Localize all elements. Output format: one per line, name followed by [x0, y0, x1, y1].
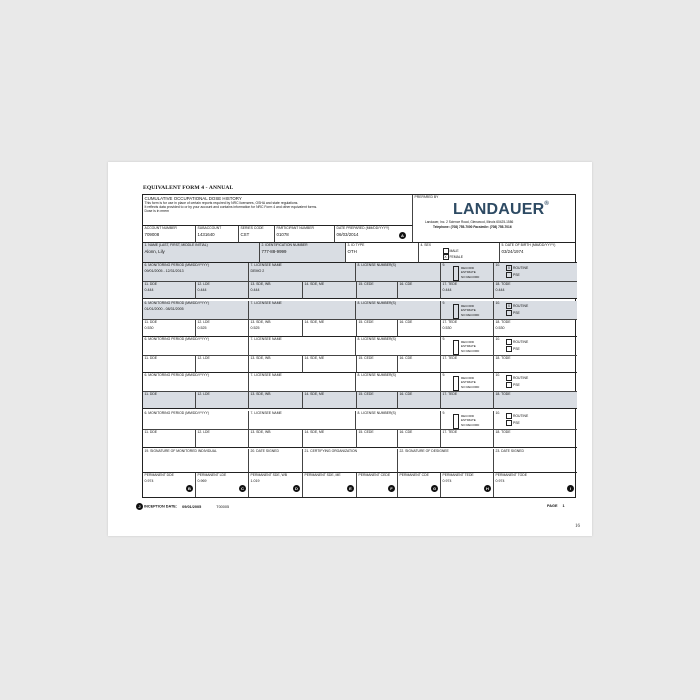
cede-header: 15. CEDE	[358, 430, 374, 434]
form-code: T00005	[216, 504, 230, 509]
sdeme-header: 14. SDE, ME	[304, 320, 325, 324]
dose-ldd-3	[143, 356, 196, 373]
dose-cdde-3	[398, 356, 441, 373]
lde-header: 12. LDE	[197, 430, 210, 434]
sdewb-header: 13. SDE, WB	[250, 320, 271, 324]
marker-a: A	[399, 232, 406, 239]
dose-todde-1	[494, 282, 577, 299]
dose-lde-4	[196, 392, 249, 409]
idtype-header: 3. ID TYPE	[347, 243, 365, 247]
cede-header: 15. CEDE	[358, 320, 374, 324]
permanent-value: 0.974	[495, 479, 505, 484]
dose-cede-4	[357, 392, 398, 409]
routine-option	[506, 265, 528, 272]
record-type-3	[441, 337, 494, 356]
header-line: It reflects data provided to or by your account and contains information for NRC Form 4 and other equivalent forms.	[144, 205, 318, 210]
dose-tede-3	[441, 356, 494, 373]
licensee-header: 7. LICENSEE NAME	[250, 301, 282, 305]
pse-checkbox	[506, 272, 512, 278]
routine-label: ROUTINE	[512, 304, 529, 308]
name-header: 1. NAME (LAST, FIRST, MIDDLE INITIAL)	[144, 243, 208, 247]
licensee-header: 7. LICENSEE NAME	[250, 337, 282, 341]
record-checkbox-stack	[453, 304, 459, 319]
record-options	[461, 340, 479, 353]
licensee-name-2	[249, 301, 356, 320]
record-type-1	[441, 263, 494, 282]
tede-value: 0.530	[442, 326, 452, 331]
estimate-label: ESTIMATE	[461, 380, 476, 385]
inception-value: 09/01/2005	[182, 504, 202, 509]
name-value: Alonn, Lily	[144, 249, 165, 255]
dose-sdeme-3	[303, 356, 357, 373]
period-header: 6. MONITORING PERIOD (MM/DD/YYYY)	[144, 373, 209, 377]
account-field-account	[143, 226, 196, 243]
s19-label: 19. SIGNATURE OF MONITORED INDIVIDUAL	[144, 449, 217, 453]
permanent-header: PERMANENT TODE	[495, 473, 527, 477]
license-number-1	[356, 263, 441, 282]
monitoring-period-4	[143, 373, 249, 392]
routine-checkbox	[506, 413, 512, 419]
todde-header: 18. TODE	[495, 392, 511, 396]
dose-cede-3	[357, 356, 398, 373]
license-header: 8. LICENSE NUMBER(S)	[357, 373, 396, 377]
page-indicator	[547, 504, 565, 508]
todde-header: 18. TODE	[495, 430, 511, 434]
period-header: 6. MONITORING PERIOD (MM/DD/YYYY)	[144, 411, 209, 415]
licensee-name-1	[249, 263, 356, 282]
no-record-label: NO RECORD	[461, 348, 480, 353]
date-value: 06/03/2014	[336, 232, 359, 238]
record-label: RECORD	[461, 376, 475, 380]
routine-label: ROUTINE	[512, 266, 529, 270]
sub-value: 1431640	[197, 232, 215, 238]
permanent-header: PERMANENT TEDE	[442, 473, 474, 477]
pse-label: PSE	[512, 311, 520, 315]
routine-option	[506, 303, 528, 310]
licensee-name-3	[249, 337, 356, 356]
person-field-sex	[419, 243, 500, 263]
dose-ldd-2	[143, 320, 196, 337]
dose-sdeme-4	[303, 392, 357, 409]
account-field-series	[239, 226, 275, 243]
licensee-value: DEMO 2	[250, 269, 265, 274]
record-type-5	[441, 411, 494, 430]
license-header: 8. LICENSE NUMBER(S)	[357, 301, 396, 305]
cede-header: 15. CEDE	[358, 392, 374, 396]
dob-value: 03/24/1974	[501, 249, 524, 255]
sdeme-header: 14. SDE, ME	[304, 430, 325, 434]
person-field-idtype	[346, 243, 419, 263]
sdewb-value: 0.525	[250, 326, 260, 331]
s22-label: 22. SIGNATURE OF DESIGNEE	[399, 449, 449, 453]
routine-options	[506, 413, 528, 427]
monitoring-type-2	[494, 301, 577, 320]
dose-cdde-4	[398, 392, 441, 409]
record-label: RECORD	[461, 266, 475, 270]
no-record-label: NO RECORD	[461, 312, 480, 317]
monitoring-type-3	[494, 337, 577, 356]
period-value: 09/01/2005 - 12/31/2013	[144, 269, 184, 274]
n10-label: 10.	[495, 411, 501, 415]
lde-header: 12. LDE	[197, 392, 210, 396]
marker-f: F	[388, 485, 395, 492]
account-value: 709008	[144, 232, 160, 238]
record-checkbox-stack	[453, 414, 459, 429]
signature-s21	[303, 449, 398, 473]
dose-lde-1	[196, 282, 249, 299]
record-options	[461, 414, 479, 427]
todde-value: 0.530	[495, 326, 505, 331]
permanent-header: PERMANENT CDE	[399, 473, 429, 477]
landauer-logo	[453, 201, 549, 219]
lde-header: 12. LDE	[197, 320, 210, 324]
n10-label: 10.	[495, 337, 501, 341]
ldd-header: 11. DDE	[144, 320, 158, 324]
monitoring-period-1	[143, 263, 249, 282]
dose-ldd-1	[143, 282, 196, 299]
record-checkbox-stack	[453, 266, 459, 281]
header-line: Dose is in mrem	[144, 209, 169, 214]
cede-header: 15. CEDE	[358, 282, 374, 286]
n9-label: 9.	[442, 301, 446, 305]
estimate-label: ESTIMATE	[461, 344, 476, 349]
no-record-label: NO RECORD	[461, 422, 480, 427]
sdewb-header: 13. SDE, WB	[250, 430, 271, 434]
no-record-label: NO RECORD	[461, 384, 480, 389]
tede-header: 17. TEDE	[442, 356, 458, 360]
estimate-label: ESTIMATE	[461, 418, 476, 423]
monitoring-period-2	[143, 301, 249, 320]
dose-sdewb-1	[249, 282, 303, 299]
dose-tede-5	[441, 430, 494, 448]
n9-label: 9.	[442, 373, 446, 377]
permanent-value: 0.974	[144, 479, 154, 484]
account-field-part	[275, 226, 335, 243]
dose-lde-3	[196, 356, 249, 373]
dob-header: 5. DATE OF BIRTH (MM/DD/YYYY)	[501, 243, 556, 247]
n10-label: 10.	[495, 373, 501, 377]
todde-value: 0.444	[495, 288, 505, 293]
person-field-dob	[500, 243, 577, 263]
ldd-value: 0.444	[144, 288, 154, 293]
routine-checkbox: X	[507, 304, 511, 309]
tede-header: 17. TEDE	[442, 320, 458, 324]
account-header: ACCOUNT NUMBER	[144, 226, 177, 230]
sdeme-header: 14. SDE, ME	[304, 356, 325, 360]
record-options	[461, 376, 479, 389]
license-header: 8. LICENSE NUMBER(S)	[357, 411, 396, 415]
pse-option	[506, 420, 528, 427]
inception-label: INCEPTION DATE:	[144, 504, 178, 509]
id-header: 2. IDENTIFICATION NUMBER	[261, 243, 308, 247]
dose-cede-5	[357, 430, 398, 448]
tede-value: 0.444	[442, 288, 452, 293]
marker-d: D	[293, 485, 300, 492]
company-phone: Telephone: (708) 755-7000 Facsimile: (708) 755-7016	[433, 225, 512, 229]
estimate-label: ESTIMATE	[461, 308, 476, 313]
female-label: FEMALE	[449, 254, 464, 259]
prepared-by-box	[413, 195, 576, 243]
dose-todde-4	[494, 392, 577, 409]
dose-tede-4	[441, 392, 494, 409]
dose-history-form	[142, 194, 576, 498]
permanent-header: PERMANENT SDE, ME	[304, 473, 341, 477]
dose-sdewb-3	[249, 356, 303, 373]
cdde-header: 16. CDE	[399, 392, 413, 396]
routine-options	[506, 303, 528, 317]
license-number-4	[356, 373, 441, 392]
pse-checkbox	[506, 420, 512, 426]
dose-todde-3	[494, 356, 577, 373]
dose-sdeme-5	[303, 430, 357, 448]
person-field-name	[143, 243, 260, 263]
marker-e: E	[347, 485, 354, 492]
pse-label: PSE	[512, 383, 520, 387]
permanent-header: PERMANENT LDE	[197, 473, 227, 477]
marker-i: I	[567, 485, 574, 492]
pse-label: PSE	[512, 421, 520, 425]
pse-option	[506, 382, 528, 389]
form-header	[143, 195, 413, 226]
document-page-number: 16	[575, 524, 580, 529]
monitoring-type-1	[494, 263, 577, 282]
part-header: PARTICIPANT NUMBER	[276, 226, 314, 230]
inception-line	[136, 503, 229, 510]
record-checkbox-stack	[453, 340, 459, 355]
dose-sdeme-1	[303, 282, 357, 299]
sub-header: SUBACCOUNT	[197, 226, 222, 230]
licensee-header: 7. LICENSEE NAME	[250, 411, 282, 415]
record-checkbox-stack	[453, 376, 459, 391]
record-options	[461, 304, 479, 317]
dose-ldd-4	[143, 392, 196, 409]
id-value: 777-88-9999	[261, 249, 287, 255]
sdeme-header: 14. SDE, ME	[304, 392, 325, 396]
monitoring-type-5	[494, 411, 577, 430]
s21-label: 21. CERTIFYING ORGANIZATION	[304, 449, 358, 453]
sex-header: 4. SEX	[420, 243, 432, 247]
permanent-value: 1.019	[250, 479, 260, 484]
male-label: MALE	[449, 248, 459, 253]
pse-label: PSE	[512, 273, 520, 277]
routine-label: ROUTINE	[512, 340, 529, 344]
s23-label: 23. DATE SIGNED	[495, 449, 524, 453]
signature-s19	[143, 449, 249, 473]
logo-text: LANDAUER	[453, 201, 545, 218]
permanent-header: PERMANENT CEDE	[358, 473, 391, 477]
lde-header: 12. LDE	[197, 356, 210, 360]
routine-option	[506, 339, 528, 346]
permanent-header: PERMANENT SDE, WB	[250, 473, 287, 477]
routine-checkbox: X	[507, 266, 511, 271]
routine-option	[506, 375, 528, 382]
monitoring-type-4	[494, 373, 577, 392]
routine-options	[506, 339, 528, 353]
monitoring-period-5	[143, 411, 249, 430]
marker-c: C	[239, 485, 246, 492]
marker-b: B	[186, 485, 193, 492]
routine-options	[506, 265, 528, 279]
dose-lde-5	[196, 430, 249, 448]
license-number-5	[356, 411, 441, 430]
routine-options	[506, 375, 528, 389]
sex-female-option	[443, 254, 498, 260]
dose-tede-2	[441, 320, 494, 337]
record-options	[461, 266, 479, 279]
pse-checkbox	[506, 382, 512, 388]
prepared-by-label: PREPARED BY	[414, 195, 439, 199]
period-value: 01/01/2000 - 08/31/2005	[144, 307, 184, 312]
cede-header: 15. CEDE	[358, 356, 374, 360]
part-value: 01078	[276, 232, 289, 238]
routine-label: ROUTINE	[512, 376, 529, 380]
header-line: This form is for use in place of certain reports required by NRC licensees, OSHA and state regulations.	[144, 201, 299, 206]
n10-label: 10.	[495, 301, 501, 305]
routine-checkbox	[506, 375, 512, 381]
person-field-id	[260, 243, 346, 263]
ldd-header: 11. DDE	[144, 392, 158, 396]
n10-label: 10.	[495, 263, 501, 267]
tede-header: 17. TEDE	[442, 282, 458, 286]
ldd-header: 11. DDE	[144, 282, 158, 286]
todde-header: 18. TODE	[495, 320, 511, 324]
monitoring-period-3	[143, 337, 249, 356]
dose-ldd-5	[143, 430, 196, 448]
dose-lde-2	[196, 320, 249, 337]
pse-label: PSE	[512, 347, 520, 351]
record-label: RECORD	[461, 304, 475, 308]
record-type-2	[441, 301, 494, 320]
header-line: CUMULATIVE OCCUPATIONAL DOSE HISTORY	[144, 196, 242, 201]
licensee-header: 7. LICENSEE NAME	[250, 373, 282, 377]
period-header: 6. MONITORING PERIOD (MM/DD/YYYY)	[144, 301, 209, 305]
period-header: 6. MONITORING PERIOD (MM/DD/YYYY)	[144, 263, 209, 267]
dose-sdewb-5	[249, 430, 303, 448]
signature-s20	[249, 449, 303, 473]
marker-j: J	[136, 503, 143, 510]
signature-s22	[398, 449, 494, 473]
permanent-dose-8	[494, 473, 577, 497]
cdde-header: 16. CDE	[399, 320, 413, 324]
pse-option	[506, 346, 528, 353]
ldd-header: 11. DDE	[144, 356, 158, 360]
marker-h: H	[484, 485, 491, 492]
tede-header: 17. TEDE	[442, 392, 458, 396]
routine-checkbox	[506, 339, 512, 345]
dose-cede-2	[357, 320, 398, 337]
dose-tede-1	[441, 282, 494, 299]
cdde-header: 16. CDE	[399, 430, 413, 434]
record-label: RECORD	[461, 340, 475, 344]
license-number-2	[356, 301, 441, 320]
license-header: 8. LICENSE NUMBER(S)	[357, 337, 396, 341]
sdewb-header: 13. SDE, WB	[250, 392, 271, 396]
permanent-value: 0.969	[197, 479, 207, 484]
record-type-4	[441, 373, 494, 392]
pse-checkbox	[506, 310, 512, 316]
page-value: 1	[562, 504, 565, 508]
dose-todde-5	[494, 430, 577, 448]
lde-header: 12. LDE	[197, 282, 210, 286]
permanent-value: 0.974	[442, 479, 452, 484]
signature-s23	[494, 449, 577, 473]
dose-sdewb-4	[249, 392, 303, 409]
permanent-header: PERMANENT DDE	[144, 473, 174, 477]
sdewb-header: 13. SDE, WB	[250, 356, 271, 360]
tede-header: 17. TEDE	[442, 430, 458, 434]
s20-label: 20. DATE SIGNED	[250, 449, 279, 453]
dose-cede-1	[357, 282, 398, 299]
no-record-label: NO RECORD	[461, 274, 480, 279]
ldd-value: 0.530	[144, 326, 154, 331]
period-header: 6. MONITORING PERIOD (MM/DD/YYYY)	[144, 337, 209, 341]
sex-options	[443, 248, 498, 260]
dose-cdde-2	[398, 320, 441, 337]
idtype-value: OTH	[347, 249, 357, 255]
date-header: DATE PREPARED (MM/DD/YYYY)	[336, 226, 390, 230]
cdde-header: 16. CDE	[399, 282, 413, 286]
lde-value: 0.525	[197, 326, 207, 331]
routine-label: ROUTINE	[512, 414, 529, 418]
sdewb-value: 0.444	[250, 288, 260, 293]
registered-mark: ®	[544, 201, 549, 207]
marker-g: G	[432, 486, 437, 491]
dose-todde-2	[494, 320, 577, 337]
license-header: 8. LICENSE NUMBER(S)	[357, 263, 396, 267]
form-title: EQUIVALENT FORM 4 - ANNUAL	[143, 185, 234, 191]
licensee-header: 7. LICENSEE NAME	[250, 263, 282, 267]
dose-cdde-1	[398, 282, 441, 299]
pse-checkbox	[506, 346, 512, 352]
series-header: SERIES CODE	[240, 226, 264, 230]
pse-option	[506, 310, 528, 317]
routine-option	[506, 413, 528, 420]
series-value: CST	[240, 232, 250, 238]
estimate-label: ESTIMATE	[461, 270, 476, 275]
sdeme-header: 14. SDE, ME	[304, 282, 325, 286]
licensee-name-5	[249, 411, 356, 430]
page-label: PAGE	[547, 504, 558, 508]
sdewb-header: 13. SDE, WB	[250, 282, 271, 286]
todde-header: 18. TODE	[495, 356, 511, 360]
todde-header: 18. TODE	[495, 282, 511, 286]
ldd-header: 11. DDE	[144, 430, 158, 434]
dose-sdewb-2	[249, 320, 303, 337]
pse-option	[506, 272, 528, 279]
company-address: Landauer, Inc. 2 Science Road, Glenwood, Illinois 60425-1586	[425, 220, 514, 224]
n9-label: 9.	[442, 337, 446, 341]
dose-cdde-5	[398, 430, 441, 448]
lde-value: 0.444	[197, 288, 207, 293]
n9-label: 9.	[442, 411, 446, 415]
dose-sdeme-2	[303, 320, 357, 337]
account-field-sub	[196, 226, 239, 243]
license-number-3	[356, 337, 441, 356]
female-checkbox: X	[444, 254, 447, 259]
record-label: RECORD	[461, 414, 475, 418]
n9-label: 9.	[442, 263, 446, 267]
cdde-header: 16. CDE	[399, 356, 413, 360]
licensee-name-4	[249, 373, 356, 392]
